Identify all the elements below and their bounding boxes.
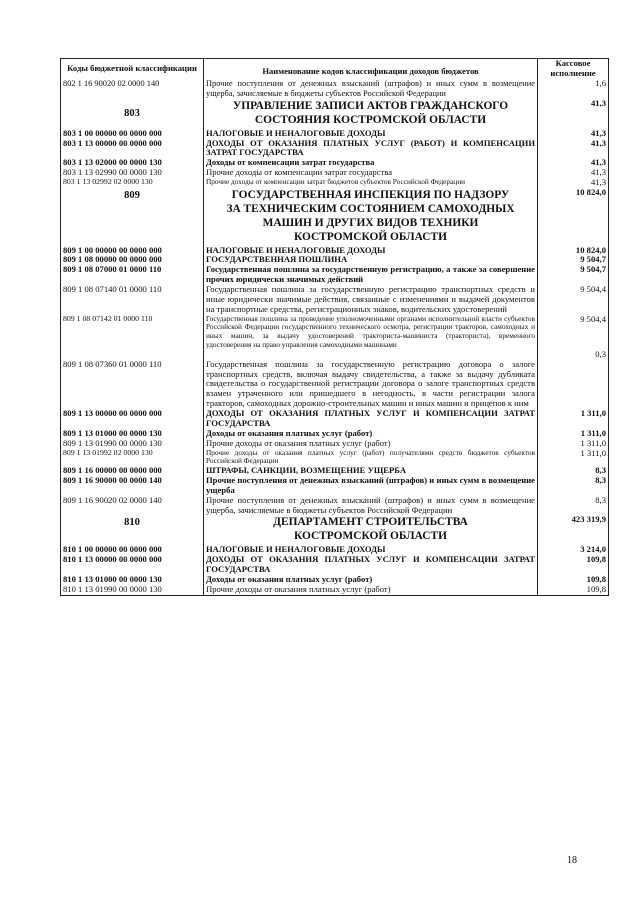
row-name: Прочие поступления от денежных взысканий (штрафов) и иных сумм в возмещение ущерба, зачисляемые в бюджеты субъектов Российской Федерации — [206, 494, 535, 515]
row-code: 809 1 08 07140 01 0000 110 — [61, 285, 204, 315]
row-code: 803 1 13 02000 00 0000 130 — [61, 158, 204, 168]
section-code: 803 — [61, 99, 204, 129]
row-name: Прочие доходы от компенсации затрат государства — [206, 167, 393, 178]
row-amount: 8,3 — [538, 466, 609, 476]
row-amount: 109,8 — [538, 555, 609, 575]
row-amount: 109,8 — [538, 575, 609, 585]
row-amount: 1 311,0 — [538, 409, 609, 429]
table-row — [61, 585, 609, 595]
row-amount: 1 311,0 — [538, 449, 609, 467]
row-code: 809 1 08 07360 01 0000 110 — [61, 350, 204, 409]
row-name: Прочие поступления от денежных взысканий (штрафов) и иных сумм в возмещение ущерба, зачисляемые в бюджеты субъектов Российской Федерации — [206, 78, 535, 98]
row-code: 803 1 13 00000 00 0000 000 — [61, 139, 204, 159]
table-row — [61, 555, 609, 575]
row-amount: 8,3 — [538, 496, 609, 516]
row-code: 803 1 13 02992 02 0000 130 — [61, 178, 204, 188]
header-name-cell: Наименование кодов классификации доходов бюджетов — [204, 59, 538, 79]
section-title: УПРАВЛЕНИЕ ЗАПИСИ АКТОВ ГРАЖДАНСКОГО СОСТОЯНИЯ КОСТРОМСКОЙ ОБЛАСТИ — [232, 99, 509, 126]
row-code: 809 1 08 07000 01 0000 110 — [61, 265, 204, 285]
row-code: 809 1 13 01000 00 0000 130 — [61, 429, 204, 439]
row-name: Государственная пошлина за государственную регистрацию, а также за совершение прочих юридически значимых действий — [206, 264, 535, 285]
section-title: ДЕПАРТАМЕНТ СТРОИТЕЛЬСТВА КОСТРОМСКОЙ ОБЛАСТИ — [273, 516, 468, 543]
header-amount-cell: Кассовое исполнение — [538, 59, 609, 79]
section-row — [61, 99, 609, 129]
table-row — [61, 79, 609, 99]
row-name: Прочие доходы от компенсации затрат бюджетов субъектов Российской Федерации — [206, 177, 466, 187]
page-number: 18 — [567, 855, 577, 866]
table-row — [61, 476, 609, 496]
section-code: 809 — [61, 188, 204, 246]
header-code-cell: Коды бюджетной классификации — [61, 59, 204, 79]
row-code: 803 1 00 00000 00 0000 000 — [61, 129, 204, 139]
row-code: 810 1 13 01990 00 0000 130 — [61, 585, 204, 595]
table-row — [61, 139, 609, 159]
row-code: 803 1 13 02990 00 0000 130 — [61, 168, 204, 178]
row-amount: 41,3 — [538, 168, 609, 178]
table-row — [61, 265, 609, 285]
row-amount: 9 504,7 — [538, 265, 609, 285]
row-name: Прочие доходы от оказания платных услуг (работ) — [204, 585, 538, 595]
row-name: Доходы от оказания платных услуг (работ) — [206, 427, 373, 438]
table-row — [61, 285, 609, 315]
row-name: Государственная пошлина за государственную регистрацию транспортных средств и иные юридически значимые действия, связанные с изменениями и выдачей документов на транспортные средства, регистрационных знаков, водительских удостоверений — [206, 284, 535, 314]
row-name: Прочие доходы от оказания платных услуг (работ) получателями средств бюджетов субъектов Российской Федерации — [206, 447, 535, 466]
row-name: ДОХОДЫ ОТ ОКАЗАНИЯ ПЛАТНЫХ УСЛУГ И КОМПЕНСАЦИИ ЗАТРАТ ГОСУДАРСТВА — [206, 554, 535, 575]
row-code: 809 1 13 00000 00 0000 000 — [61, 409, 204, 429]
row-code: 809 1 13 01992 02 0000 130 — [61, 449, 204, 467]
row-name: ШТРАФЫ, САНКЦИИ, ВОЗМЕЩЕНИЕ УЩЕРБА — [206, 465, 407, 476]
section-title: ГОСУДАРСТВЕННАЯ ИНСПЕКЦИЯ ПО НАДЗОРУ ЗА ТЕХНИЧЕСКИМ СОСТОЯНИЕМ САМОХОДНЫХ МАШИН И ДРУГИХ ВИДОВ ТЕХНИКИ КОСТРОМСКОЙ ОБЛАСТИ — [226, 188, 515, 243]
table-row — [61, 496, 609, 516]
table-row — [61, 409, 609, 429]
row-name: Государственная пошлина за проведение уполномоченными органами исполнительной власти субъектов Российской Федерации государственного технического осмотра, регистрации тракторов, самоходных и иных машин, за выдачу удостоверений тракториста-машиниста (тракториста), временного удостоверения на право управления самоходными машинами — [206, 313, 535, 349]
section-code: 810 — [61, 515, 204, 545]
row-amount: 9 504,4 — [538, 285, 609, 315]
row-name: НАЛОГОВЫЕ И НЕНАЛОГОВЫЕ ДОХОДЫ — [206, 127, 386, 138]
table-row — [61, 178, 609, 188]
row-amount: 9 504,4 — [538, 315, 609, 350]
table-row — [61, 350, 609, 409]
row-amount: 0,3 — [538, 350, 609, 409]
row-code: 809 1 16 90020 02 0000 140 — [61, 496, 204, 516]
table-row — [61, 449, 609, 467]
row-amount: 8,3 — [538, 476, 609, 496]
row-name: ГОСУДАРСТВЕННАЯ ПОШЛИНА — [206, 254, 348, 265]
row-name: Государственная пошлина за государственную регистрацию договора о залоге транспортных средств, включая выдачу свидетельства, а также за выдачу дубликата свидетельства о государственной регистрации договора о залоге транспортных средств взамен утраченного или пришедшего в негодность, в части регистрации залога тракторов, самоходных дорожно-строительных машин и иных машин и прицепов к ним — [206, 358, 535, 409]
row-amount: 41,3 — [538, 99, 609, 129]
section-row — [61, 515, 609, 545]
revenue-table — [60, 58, 609, 596]
row-code: 809 1 08 00000 00 0000 000 — [61, 255, 204, 265]
row-amount: 41,3 — [538, 139, 609, 159]
row-name: Прочие доходы от оказания платных услуг (работ) — [206, 437, 391, 448]
row-amount: 41,3 — [538, 178, 609, 188]
row-code: 809 1 13 01990 00 0000 130 — [61, 439, 204, 449]
row-code: 802 1 16 90020 02 0000 140 — [61, 79, 204, 99]
table-row — [61, 315, 609, 350]
row-code: 810 1 00 00000 00 0000 000 — [61, 545, 204, 555]
row-amount: 1,6 — [538, 79, 609, 99]
row-amount: 10 824,0 — [538, 246, 609, 256]
row-amount: 41,3 — [538, 129, 609, 139]
row-amount: 423 319,9 — [538, 515, 609, 545]
section-row — [61, 188, 609, 246]
row-code: 809 1 08 07142 01 0000 110 — [61, 315, 204, 350]
row-name: ДОХОДЫ ОТ ОКАЗАНИЯ ПЛАТНЫХ УСЛУГ И КОМПЕНСАЦИИ ЗАТРАТ ГОСУДАРСТВА — [206, 408, 535, 428]
row-name: НАЛОГОВЫЕ И НЕНАЛОГОВЫЕ ДОХОДЫ — [206, 244, 386, 255]
row-amount: 9 504,7 — [538, 255, 609, 265]
row-name: ДОХОДЫ ОТ ОКАЗАНИЯ ПЛАТНЫХ УСЛУГ (РАБОТ) И КОМПЕНСАЦИИ ЗАТРАТ ГОСУДАРСТВА — [206, 137, 535, 158]
row-amount: 1 311,0 — [538, 439, 609, 449]
row-code: 809 1 16 00000 00 0000 000 — [61, 466, 204, 476]
row-code: 810 1 13 00000 00 0000 000 — [61, 555, 204, 575]
row-amount: 3 214,0 — [538, 545, 609, 555]
row-name: Доходы от оказания платных услуг (работ) — [206, 573, 373, 584]
row-amount: 10 824,0 — [538, 188, 609, 246]
row-code: 809 1 00 00000 00 0000 000 — [61, 246, 204, 256]
row-amount: 109,8 — [538, 585, 609, 595]
row-name: Доходы от компенсации затрат государства — [206, 157, 375, 168]
table-header-row — [61, 59, 609, 79]
row-amount: 1 311,0 — [538, 429, 609, 439]
row-name: Прочие поступления от денежных взысканий (штрафов) и иных сумм в возмещение ущерба — [206, 474, 535, 495]
row-amount: 41,3 — [538, 158, 609, 168]
row-name: НАЛОГОВЫЕ И НЕНАЛОГОВЫЕ ДОХОДЫ — [206, 544, 386, 555]
row-code: 810 1 13 01000 00 0000 130 — [61, 575, 204, 585]
row-code: 809 1 16 90000 00 0000 140 — [61, 476, 204, 496]
